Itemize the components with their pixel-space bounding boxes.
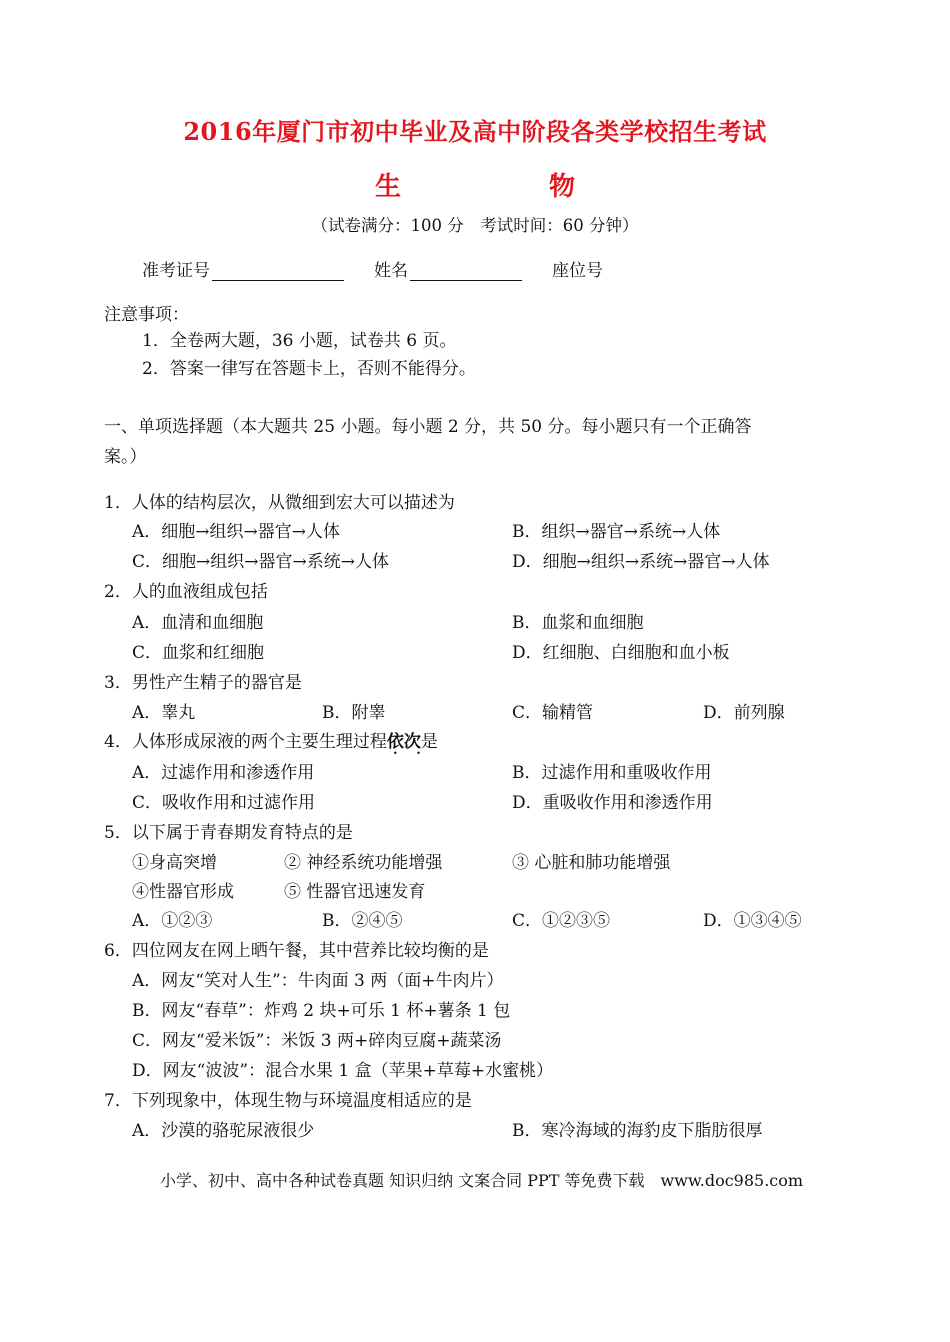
stem-text: 是	[420, 732, 438, 752]
statement-item: ⑤ 性器官迅速发育	[284, 882, 426, 902]
option-c: C．网友“爱米饭”：米饭 3 两+碎肉豆腐+蔬菜汤	[132, 1031, 502, 1051]
section-heading-cont: 案。）	[104, 447, 147, 467]
subject-title	[0, 166, 950, 203]
option-d: D．重吸收作用和渗透作用	[512, 793, 713, 813]
seat-label: 座位号	[552, 261, 603, 281]
question-stem: 1．人体的结构层次，从微细到宏大可以描述为	[104, 493, 455, 513]
option-a: A．①②③	[132, 911, 213, 931]
option-b: B．②④⑤	[322, 911, 403, 931]
option-c: C．吸收作用和过滤作用	[132, 793, 316, 813]
subject-char-1: 生	[375, 172, 402, 202]
question-stem: 3．男性产生精子的器官是	[104, 673, 302, 693]
note-item: 2．答案一律写在答题卡上，否则不能得分。	[142, 359, 476, 379]
option-d: D．细胞→组织→系统→器官→人体	[512, 552, 770, 572]
option-a: A．血清和血细胞	[132, 613, 264, 633]
statement-item: ①身高突增	[132, 853, 217, 873]
option-a: A．睾丸	[132, 703, 196, 723]
option-c: C．血浆和红细胞	[132, 643, 265, 663]
subject-char-2: 物	[548, 172, 575, 202]
option-b: B．血浆和血细胞	[512, 613, 644, 633]
option-b: B．寒冷海域的海豹皮下脂肪很厚	[512, 1121, 763, 1141]
option-c: C．①②③⑤	[512, 911, 611, 931]
exam-title: 2016年厦门市初中毕业及高中阶段各类学校招生考试	[183, 117, 767, 146]
question-stem: 2．人的血液组成包括	[104, 582, 268, 602]
option-c: C．细胞→组织→器官→系统→人体	[132, 552, 389, 572]
question-stem: 5．以下属于青春期发育特点的是	[104, 823, 353, 843]
name-blank	[410, 260, 522, 281]
option-d: D．网友“波波”：混合水果 1 盒（苹果+草莓+水蜜桃）	[132, 1061, 554, 1081]
option-b: B．组织→器官→系统→人体	[512, 522, 721, 542]
note-item: 1．全卷两大题，36 小题，试卷共 6 页。	[142, 331, 457, 351]
option-a: A．沙漠的骆驼尿液很少	[132, 1121, 315, 1141]
name-label: 姓名	[374, 261, 408, 281]
option-a: A．网友“笑对人生”：牛肉面 3 两（面+牛肉片）	[132, 971, 504, 991]
candidate-info-row	[142, 256, 603, 281]
option-b: B．网友“春草”：炸鸡 2 块+可乐 1 杯+薯条 1 包	[132, 1001, 511, 1021]
option-a: A．过滤作用和渗透作用	[132, 763, 315, 783]
page-footer: 小学、初中、高中各种试卷真题 知识归纳 文案合同 PPT 等免费下载 www.doc985.com	[160, 1171, 804, 1190]
stem-text: 4．人体形成尿液的两个主要生理过程	[104, 732, 387, 752]
section-heading: 一、单项选择题（本大题共 25 小题。每小题 2 分，共 50 分。每小题只有一个正确答	[104, 417, 752, 437]
statement-item: ② 神经系统功能增强	[284, 853, 443, 873]
option-d: D．①③④⑤	[703, 911, 802, 931]
question-stem: 6．四位网友在网上晒午餐，其中营养比较均衡的是	[104, 941, 489, 961]
option-a: A．细胞→组织→器官→人体	[132, 522, 341, 542]
question-stem: 7．下列现象中，体现生物与环境温度相适应的是	[104, 1091, 472, 1111]
question-stem	[104, 727, 438, 752]
option-d: D．红细胞、白细胞和血小板	[512, 643, 730, 663]
option-b: B．过滤作用和重吸收作用	[512, 763, 712, 783]
emphasis-text: 依次 • •	[387, 732, 421, 752]
exam-info: （试卷满分：100 分 考试时间：60 分钟）	[311, 216, 639, 235]
exam-id-label: 准考证号	[142, 261, 210, 281]
statement-item: ④性器官形成	[132, 882, 234, 902]
exam-id-blank	[212, 260, 344, 281]
option-b: B．附睾	[322, 703, 386, 723]
option-d: D．前列腺	[703, 703, 785, 723]
notes-heading: 注意事项：	[104, 305, 189, 325]
option-c: C．输精管	[512, 703, 594, 723]
statement-item: ③ 心脏和肺功能增强	[512, 853, 671, 873]
